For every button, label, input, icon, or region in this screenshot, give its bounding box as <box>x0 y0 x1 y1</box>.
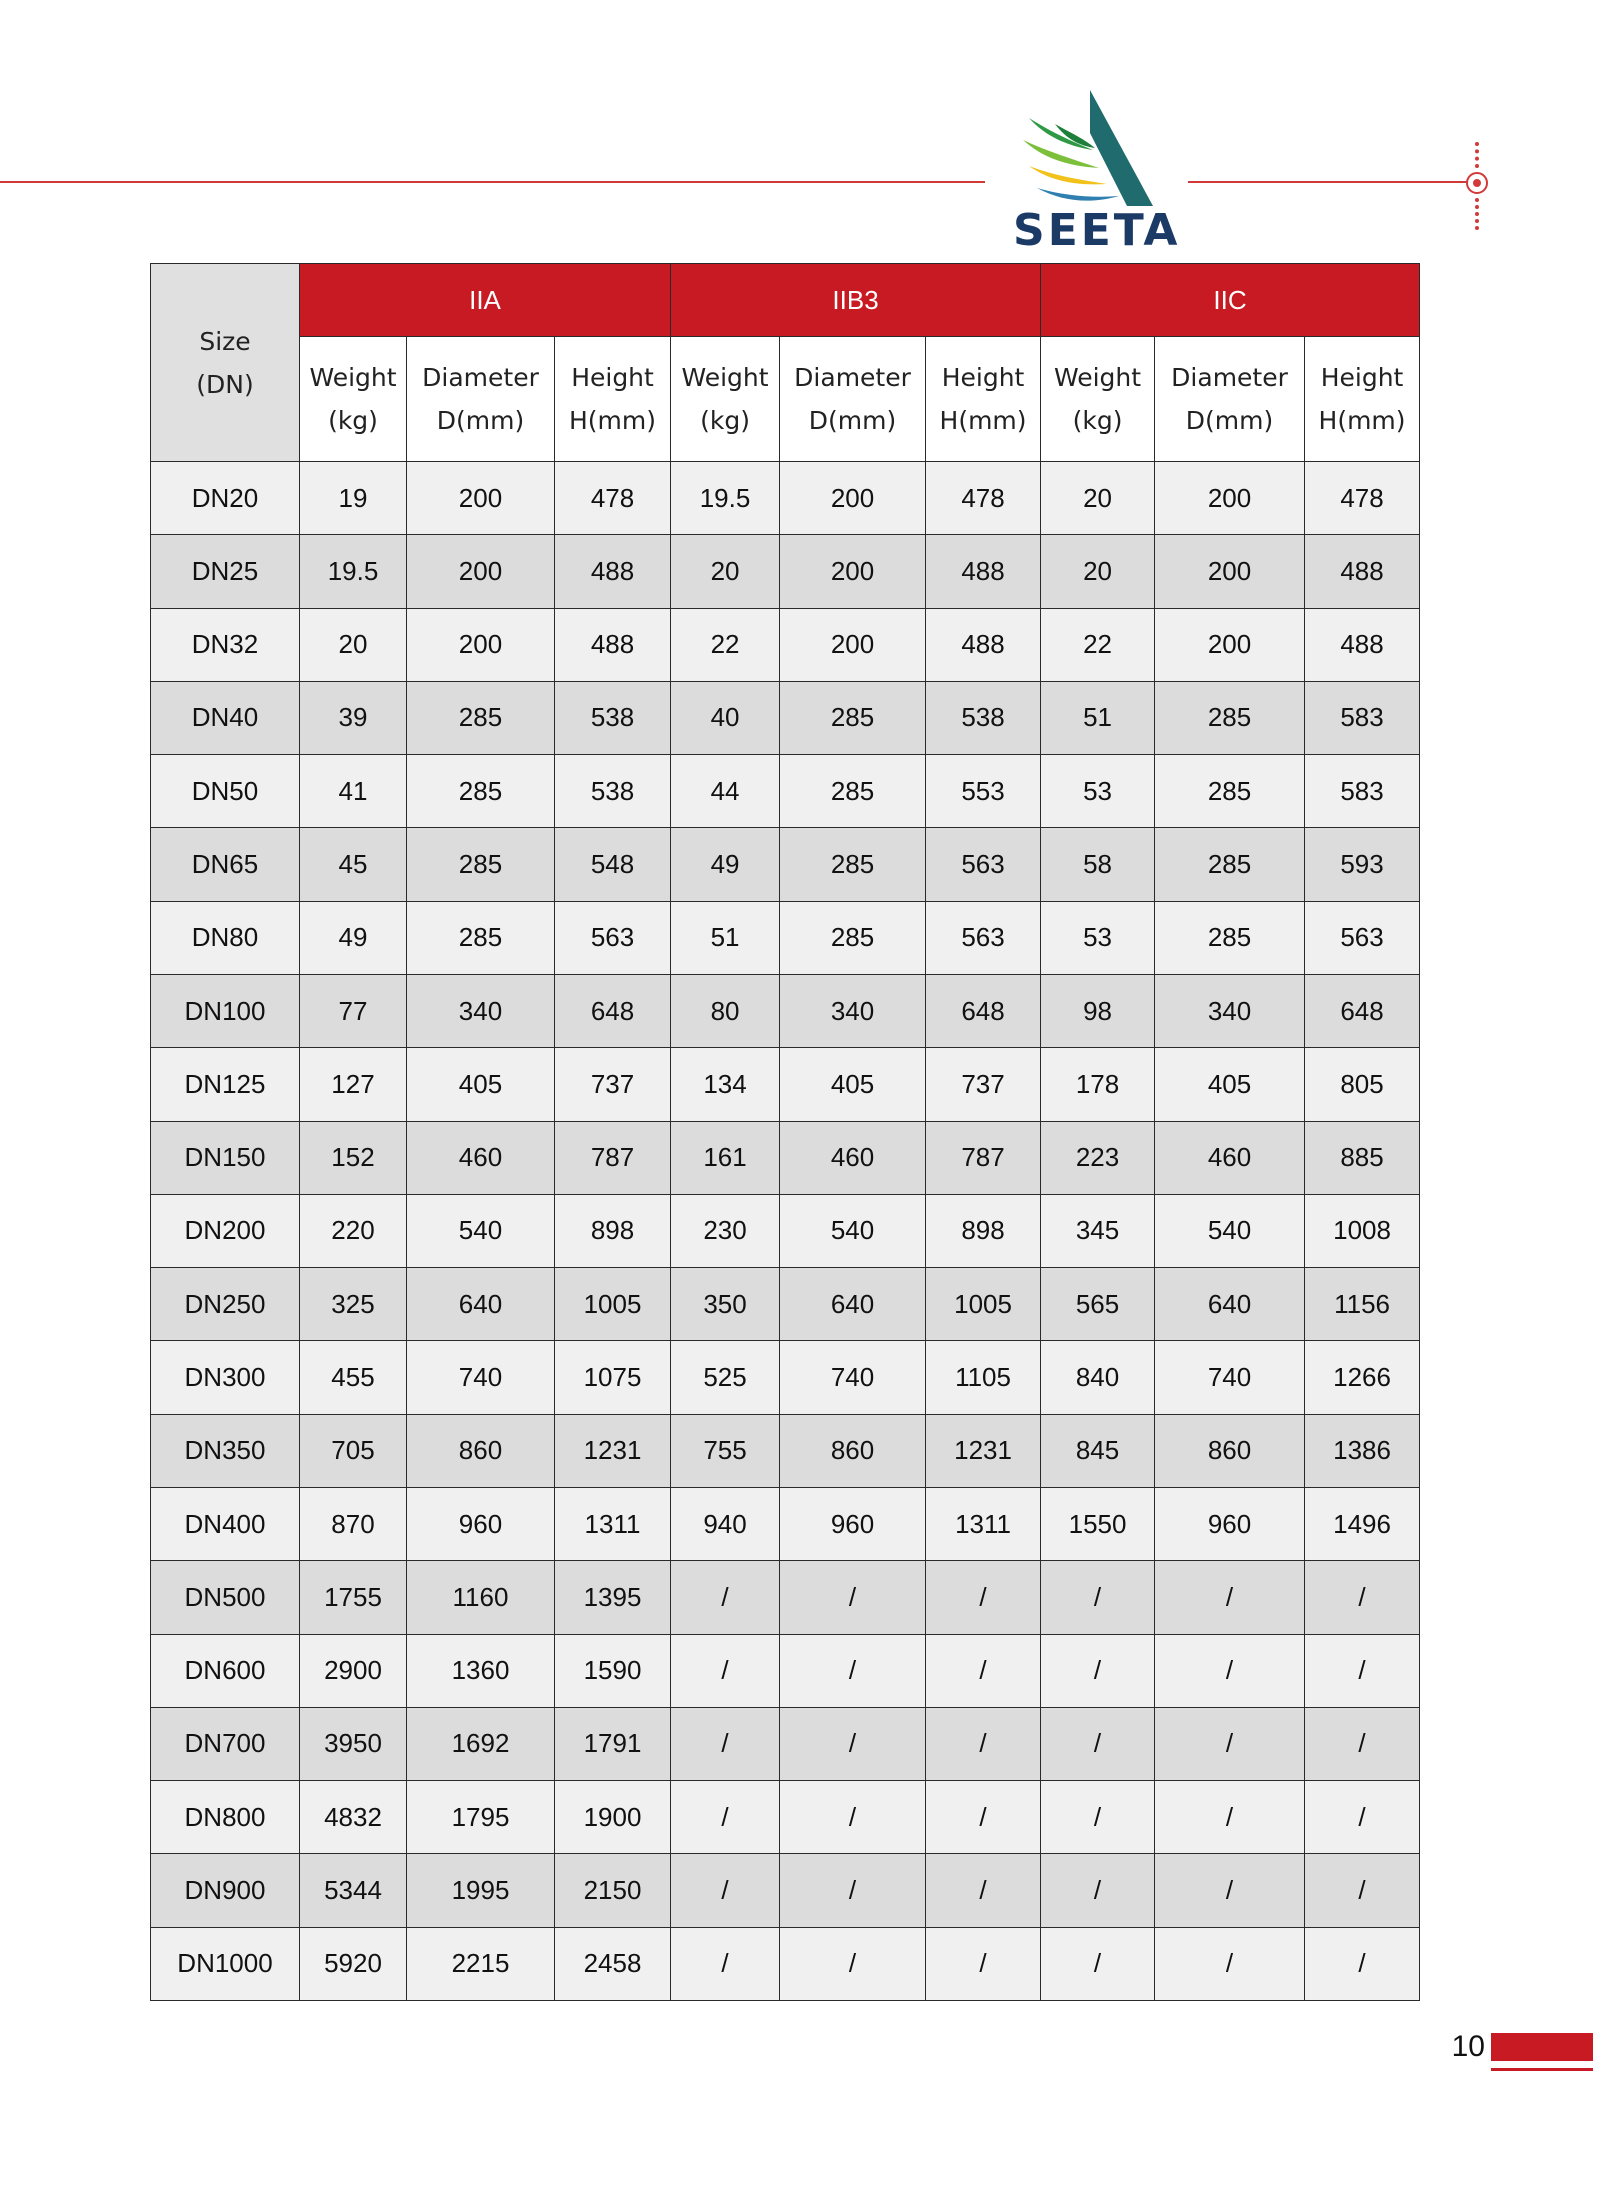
value-cell: 405 <box>1155 1048 1305 1121</box>
value-cell: 2215 <box>407 1927 555 2000</box>
value-cell: 805 <box>1305 1048 1420 1121</box>
value-cell: 285 <box>780 901 926 974</box>
value-cell: 488 <box>926 608 1041 681</box>
value-cell: / <box>926 1634 1041 1707</box>
value-cell: / <box>780 1854 926 1927</box>
value-cell: / <box>1155 1561 1305 1634</box>
column-header: Diameter D(mm) <box>1155 337 1305 462</box>
value-cell: / <box>926 1854 1041 1927</box>
column-header: Weight (kg) <box>300 337 407 462</box>
value-cell: 648 <box>555 974 671 1047</box>
table-row <box>151 1268 1420 1341</box>
value-cell: 845 <box>1041 1414 1155 1487</box>
value-cell: 860 <box>780 1414 926 1487</box>
header-dots-bottom <box>1475 198 1483 230</box>
value-cell: 488 <box>555 608 671 681</box>
value-cell: 488 <box>926 535 1041 608</box>
table-row <box>151 608 1420 681</box>
value-cell: 405 <box>780 1048 926 1121</box>
value-cell: 860 <box>407 1414 555 1487</box>
column-header: Diameter D(mm) <box>780 337 926 462</box>
value-cell: 1005 <box>555 1268 671 1341</box>
value-cell: / <box>926 1561 1041 1634</box>
value-cell: 19 <box>300 462 407 535</box>
value-cell: 1008 <box>1305 1194 1420 1267</box>
value-cell: 478 <box>555 462 671 535</box>
value-cell: 478 <box>926 462 1041 535</box>
value-cell: 2150 <box>555 1854 671 1927</box>
value-cell: 350 <box>671 1268 780 1341</box>
value-cell: 200 <box>407 462 555 535</box>
value-cell: / <box>1041 1561 1155 1634</box>
value-cell: 563 <box>1305 901 1420 974</box>
column-header: Height H(mm) <box>926 337 1041 462</box>
value-cell: / <box>671 1707 780 1780</box>
brand-name: SEETA <box>1013 205 1181 256</box>
value-cell: / <box>1305 1854 1420 1927</box>
table-row <box>151 1854 1420 1927</box>
value-cell: 51 <box>1041 681 1155 754</box>
header-rule-right <box>1188 181 1473 183</box>
table-row <box>151 828 1420 901</box>
value-cell: 648 <box>926 974 1041 1047</box>
value-cell: / <box>1155 1634 1305 1707</box>
value-cell: 563 <box>926 901 1041 974</box>
value-cell: 45 <box>300 828 407 901</box>
value-cell: / <box>1305 1781 1420 1854</box>
value-cell: 285 <box>407 681 555 754</box>
value-cell: 898 <box>926 1194 1041 1267</box>
value-cell: / <box>926 1707 1041 1780</box>
value-cell: 1160 <box>407 1561 555 1634</box>
value-cell: 49 <box>300 901 407 974</box>
size-cell: DN50 <box>151 755 300 828</box>
value-cell: 1395 <box>555 1561 671 1634</box>
value-cell: 540 <box>407 1194 555 1267</box>
size-cell: DN500 <box>151 1561 300 1634</box>
size-cell: DN125 <box>151 1048 300 1121</box>
value-cell: 5920 <box>300 1927 407 2000</box>
value-cell: 960 <box>1155 1487 1305 1560</box>
value-cell: 19.5 <box>300 535 407 608</box>
value-cell: / <box>780 1927 926 2000</box>
value-cell: 340 <box>1155 974 1305 1047</box>
value-cell: 488 <box>1305 535 1420 608</box>
value-cell: 53 <box>1041 901 1155 974</box>
value-cell: 583 <box>1305 755 1420 828</box>
value-cell: 200 <box>1155 608 1305 681</box>
size-cell: DN600 <box>151 1634 300 1707</box>
value-cell: / <box>671 1561 780 1634</box>
value-cell: 285 <box>407 901 555 974</box>
value-cell: 740 <box>407 1341 555 1414</box>
value-cell: 22 <box>1041 608 1155 681</box>
value-cell: 563 <box>555 901 671 974</box>
value-cell: 563 <box>926 828 1041 901</box>
table-row <box>151 1194 1420 1267</box>
value-cell: 737 <box>926 1048 1041 1121</box>
value-cell: 1791 <box>555 1707 671 1780</box>
value-cell: 593 <box>1305 828 1420 901</box>
value-cell: 220 <box>300 1194 407 1267</box>
value-cell: 705 <box>300 1414 407 1487</box>
value-cell: 80 <box>671 974 780 1047</box>
value-cell: 53 <box>1041 755 1155 828</box>
value-cell: 200 <box>407 608 555 681</box>
value-cell: 200 <box>1155 462 1305 535</box>
value-cell: 285 <box>1155 681 1305 754</box>
value-cell: 540 <box>1155 1194 1305 1267</box>
value-cell: 20 <box>300 608 407 681</box>
value-cell: 488 <box>555 535 671 608</box>
value-cell: 161 <box>671 1121 780 1194</box>
value-cell: 755 <box>671 1414 780 1487</box>
value-cell: 20 <box>1041 462 1155 535</box>
page-marker-bar <box>1491 2033 1593 2061</box>
column-header: Diameter D(mm) <box>407 337 555 462</box>
size-cell: DN40 <box>151 681 300 754</box>
value-cell: 787 <box>555 1121 671 1194</box>
table-row <box>151 1121 1420 1194</box>
value-cell: 1360 <box>407 1634 555 1707</box>
table-row <box>151 901 1420 974</box>
value-cell: 870 <box>300 1487 407 1560</box>
value-cell: 285 <box>780 828 926 901</box>
table-row <box>151 1634 1420 1707</box>
value-cell: 960 <box>780 1487 926 1560</box>
value-cell: 2900 <box>300 1634 407 1707</box>
page-number: 10 <box>1451 2030 1485 2063</box>
value-cell: 5344 <box>300 1854 407 1927</box>
value-cell: 540 <box>780 1194 926 1267</box>
value-cell: 455 <box>300 1341 407 1414</box>
value-cell: 548 <box>555 828 671 901</box>
table-row <box>151 1048 1420 1121</box>
value-cell: 1692 <box>407 1707 555 1780</box>
size-cell: DN700 <box>151 1707 300 1780</box>
value-cell: 19.5 <box>671 462 780 535</box>
group-header-iib3: IIB3 <box>671 264 1041 337</box>
value-cell: 4832 <box>300 1781 407 1854</box>
table-row <box>151 974 1420 1047</box>
value-cell: 640 <box>407 1268 555 1341</box>
table-row <box>151 755 1420 828</box>
value-cell: 40 <box>671 681 780 754</box>
value-cell: 20 <box>671 535 780 608</box>
value-cell: / <box>1305 1707 1420 1780</box>
value-cell: 178 <box>1041 1048 1155 1121</box>
value-cell: 285 <box>1155 828 1305 901</box>
value-cell: 740 <box>1155 1341 1305 1414</box>
value-cell: 2458 <box>555 1927 671 2000</box>
size-header: Size (DN) <box>151 264 300 462</box>
size-cell: DN250 <box>151 1268 300 1341</box>
value-cell: / <box>1041 1781 1155 1854</box>
value-cell: 648 <box>1305 974 1420 1047</box>
size-cell: DN100 <box>151 974 300 1047</box>
value-cell: 1266 <box>1305 1341 1420 1414</box>
table-row <box>151 1927 1420 2000</box>
value-cell: 1075 <box>555 1341 671 1414</box>
table-row <box>151 535 1420 608</box>
size-cell: DN300 <box>151 1341 300 1414</box>
value-cell: 200 <box>407 535 555 608</box>
value-cell: 200 <box>1155 535 1305 608</box>
value-cell: 488 <box>1305 608 1420 681</box>
value-cell: 20 <box>1041 535 1155 608</box>
value-cell: 44 <box>671 755 780 828</box>
value-cell: 1995 <box>407 1854 555 1927</box>
value-cell: 345 <box>1041 1194 1155 1267</box>
value-cell: 1386 <box>1305 1414 1420 1487</box>
value-cell: 285 <box>1155 901 1305 974</box>
value-cell: 1496 <box>1305 1487 1420 1560</box>
value-cell: 134 <box>671 1048 780 1121</box>
value-cell: 1105 <box>926 1341 1041 1414</box>
value-cell: 41 <box>300 755 407 828</box>
value-cell: / <box>671 1781 780 1854</box>
value-cell: 787 <box>926 1121 1041 1194</box>
value-cell: 285 <box>780 681 926 754</box>
value-cell: 285 <box>407 828 555 901</box>
value-cell: 565 <box>1041 1268 1155 1341</box>
value-cell: 553 <box>926 755 1041 828</box>
size-cell: DN25 <box>151 535 300 608</box>
value-cell: 200 <box>780 462 926 535</box>
value-cell: 1311 <box>555 1487 671 1560</box>
group-header-iia: IIA <box>300 264 671 337</box>
value-cell: / <box>1041 1707 1155 1780</box>
spec-table <box>150 263 1420 2001</box>
value-cell: 1311 <box>926 1487 1041 1560</box>
value-cell: 39 <box>300 681 407 754</box>
value-cell: / <box>1041 1927 1155 2000</box>
column-header: Height H(mm) <box>555 337 671 462</box>
value-cell: / <box>1041 1634 1155 1707</box>
value-cell: 960 <box>407 1487 555 1560</box>
value-cell: 1795 <box>407 1781 555 1854</box>
size-cell: DN200 <box>151 1194 300 1267</box>
table-row <box>151 1781 1420 1854</box>
value-cell: 1231 <box>926 1414 1041 1487</box>
table-row <box>151 1707 1420 1780</box>
value-cell: 127 <box>300 1048 407 1121</box>
value-cell: 460 <box>780 1121 926 1194</box>
table-row <box>151 1561 1420 1634</box>
size-cell: DN20 <box>151 462 300 535</box>
value-cell: / <box>1305 1561 1420 1634</box>
value-cell: 840 <box>1041 1341 1155 1414</box>
size-cell: DN32 <box>151 608 300 681</box>
value-cell: / <box>1305 1927 1420 2000</box>
value-cell: 640 <box>1155 1268 1305 1341</box>
value-cell: / <box>1155 1854 1305 1927</box>
value-cell: 460 <box>407 1121 555 1194</box>
value-cell: / <box>1155 1707 1305 1780</box>
value-cell: 885 <box>1305 1121 1420 1194</box>
value-cell: 152 <box>300 1121 407 1194</box>
column-header: Weight (kg) <box>1041 337 1155 462</box>
value-cell: 49 <box>671 828 780 901</box>
value-cell: 1590 <box>555 1634 671 1707</box>
size-cell: DN1000 <box>151 1927 300 2000</box>
table-row <box>151 462 1420 535</box>
size-cell: DN350 <box>151 1414 300 1487</box>
value-cell: 285 <box>780 755 926 828</box>
value-cell: 460 <box>1155 1121 1305 1194</box>
value-cell: / <box>780 1634 926 1707</box>
value-cell: 98 <box>1041 974 1155 1047</box>
value-cell: / <box>1155 1927 1305 2000</box>
table-row <box>151 1487 1420 1560</box>
size-cell: DN80 <box>151 901 300 974</box>
value-cell: 1231 <box>555 1414 671 1487</box>
size-cell: DN800 <box>151 1781 300 1854</box>
value-cell: 898 <box>555 1194 671 1267</box>
value-cell: 325 <box>300 1268 407 1341</box>
value-cell: 3950 <box>300 1707 407 1780</box>
value-cell: / <box>780 1781 926 1854</box>
value-cell: 223 <box>1041 1121 1155 1194</box>
value-cell: 525 <box>671 1341 780 1414</box>
value-cell: / <box>1041 1854 1155 1927</box>
table-row <box>151 681 1420 754</box>
value-cell: / <box>671 1854 780 1927</box>
value-cell: 640 <box>780 1268 926 1341</box>
value-cell: 1550 <box>1041 1487 1155 1560</box>
value-cell: 583 <box>1305 681 1420 754</box>
value-cell: 1755 <box>300 1561 407 1634</box>
value-cell: 1156 <box>1305 1268 1420 1341</box>
value-cell: / <box>671 1927 780 2000</box>
page-marker-line <box>1491 2068 1593 2071</box>
value-cell: 860 <box>1155 1414 1305 1487</box>
group-header-iic: IIC <box>1041 264 1420 337</box>
value-cell: 285 <box>407 755 555 828</box>
header-dots-top <box>1475 142 1483 168</box>
value-cell: / <box>1305 1634 1420 1707</box>
target-circle-icon <box>1466 172 1488 194</box>
value-cell: / <box>780 1707 926 1780</box>
value-cell: 538 <box>555 755 671 828</box>
size-cell: DN400 <box>151 1487 300 1560</box>
value-cell: 285 <box>1155 755 1305 828</box>
value-cell: 22 <box>671 608 780 681</box>
column-header: Weight (kg) <box>671 337 780 462</box>
value-cell: 200 <box>780 535 926 608</box>
value-cell: 940 <box>671 1487 780 1560</box>
value-cell: / <box>926 1927 1041 2000</box>
value-cell: / <box>1155 1781 1305 1854</box>
value-cell: 405 <box>407 1048 555 1121</box>
value-cell: 478 <box>1305 462 1420 535</box>
value-cell: 340 <box>780 974 926 1047</box>
column-header: Height H(mm) <box>1305 337 1420 462</box>
value-cell: 230 <box>671 1194 780 1267</box>
value-cell: 340 <box>407 974 555 1047</box>
table-row <box>151 1414 1420 1487</box>
value-cell: 51 <box>671 901 780 974</box>
value-cell: / <box>780 1561 926 1634</box>
value-cell: / <box>671 1634 780 1707</box>
value-cell: 58 <box>1041 828 1155 901</box>
value-cell: 200 <box>780 608 926 681</box>
value-cell: 77 <box>300 974 407 1047</box>
header-rule-left <box>0 181 985 183</box>
value-cell: 538 <box>555 681 671 754</box>
value-cell: 1005 <box>926 1268 1041 1341</box>
value-cell: 740 <box>780 1341 926 1414</box>
size-cell: DN900 <box>151 1854 300 1927</box>
value-cell: / <box>926 1781 1041 1854</box>
value-cell: 737 <box>555 1048 671 1121</box>
value-cell: 538 <box>926 681 1041 754</box>
size-cell: DN150 <box>151 1121 300 1194</box>
size-cell: DN65 <box>151 828 300 901</box>
table-row <box>151 1341 1420 1414</box>
value-cell: 1900 <box>555 1781 671 1854</box>
